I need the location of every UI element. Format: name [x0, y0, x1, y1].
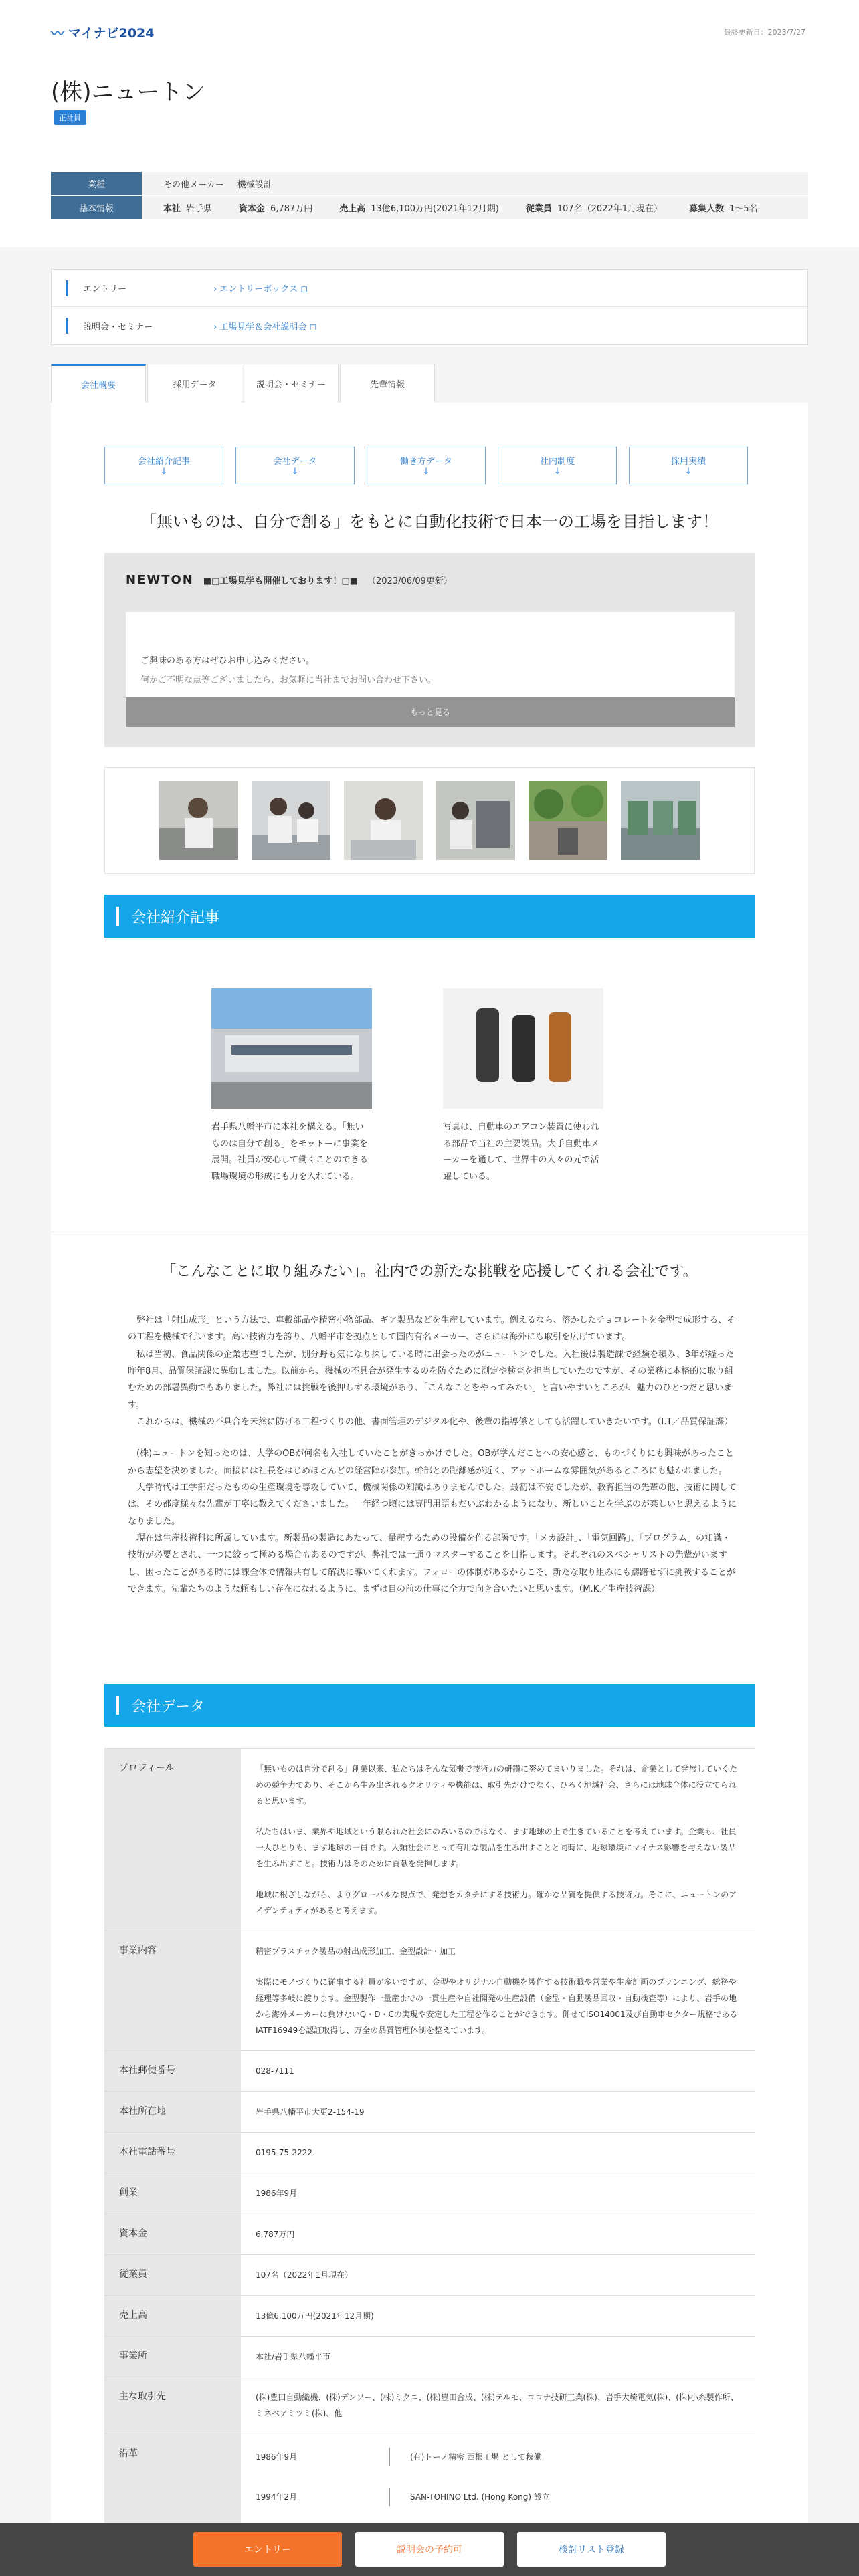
anchor-recruit-results[interactable]: 採用実績 ↓ — [629, 447, 748, 484]
history-item: 1994年2月 SAN-TOHINO Ltd. (Hong Kong) 設立 — [256, 2477, 740, 2517]
entry-links — [51, 269, 808, 345]
section-articles-header: 会社紹介記事 — [104, 895, 755, 938]
industry-values — [142, 172, 272, 195]
article-text: 写真は、自動車のエアコン装置に使われる部品で当社の主要製品。大手自動車メーカーを通して、世界中の人々の元で活躍している。 — [443, 1122, 600, 1182]
arrow-down-icon: ↓ — [422, 467, 430, 477]
data-row-address — [104, 2092, 755, 2133]
news-box — [104, 553, 755, 747]
basic-item: 本社 岩手県 — [163, 204, 213, 214]
body-paragraph: 現在は生産技術科に所属しています。新製品の製造にあたって、量産するための設備を作る部署です。「メカ設計」、「電気回路」、「プログラム」の知識・技術が必要とされ、一つに絞って極める場合もあるのですが、弊社では一通りマスターすることを目指します。それぞれのスペシャリストの先輩がいますし、困ったことがある時には課全体で情報共有して解決に導いてくれます。フォローの体制があるからこそ、新たな取り組みにも躊躇せずに挑戦することができます。先輩たちのような頼もしい存在になれるように、まずは目の前の仕事に全力で向き合いたいと思います。（M.K／生産技術課） — [128, 1533, 736, 1595]
gallery-photo[interactable] — [252, 781, 330, 860]
gallery-photo[interactable] — [436, 781, 515, 860]
gallery-photo[interactable] — [529, 781, 607, 860]
article-image — [443, 988, 603, 1109]
data-row-profile — [104, 1749, 755, 1931]
tab-seminar[interactable]: 説明会・セミナー — [244, 364, 339, 403]
data-head: 事業内容 — [104, 1931, 241, 2050]
basic-info-table — [51, 172, 808, 220]
data-head: 事業所 — [104, 2337, 241, 2377]
photo-gallery — [104, 767, 755, 874]
basic-item: 募集人数 1〜5名 — [689, 204, 758, 214]
anchor-company-data[interactable]: 会社データ ↓ — [235, 447, 355, 484]
data-head: 売上高 — [104, 2296, 241, 2336]
data-body: 「無いものは自分で創る」創業以来、私たちはそんな気概で技術力の研鑽に努めてまいりました。それは、企業として発展していくための競争力であり、そこから生み出されるクオリティや機能は、取引先だけでなく、ひろく地域社会、さらには地球全体に役立てられると思います。 私たちはいま、業界や地域という限られた社会にのみいるのではなく、まず地球の上で生きていることを考えています。企業も、社員一人ひとりも、まず地球の一員です。人類社会にとって有用な製品を生み出すことと同時に、地球環境にマイナス影響を与えない製品を生み出すこと。技術力はそのために貢献を発揮します。 地域に根ざしながら、よりグローバルな視点で、発想をカタチにする技術力。確かな品質を提供する技術力。そこに、ニュートンのアイデンティティがあると考えます。 — [256, 1764, 738, 1915]
body-paragraph: これからは、機械の不具合を未然に防げる工程づくりの他、書面管理のデジタル化や、後輩の指導係としても活躍していきたいです。（I.T／品質保証課） — [136, 1417, 733, 1428]
anchor-nav — [104, 447, 748, 484]
industry-label: 業種 — [51, 172, 142, 195]
body-spacer — [128, 1430, 737, 1445]
industry-row — [51, 172, 808, 196]
data-body: (株)豊田自動織機、(株)デンソー、(株)ミクニ、(株)豊田合成、(株)テルモ、コロナ技研工業(株)、岩手大崎電気(株)、(株)小糸製作所、ミネベアミツミ(株)、他 — [256, 2393, 739, 2418]
data-row-capital — [104, 2214, 755, 2255]
news-header — [126, 573, 452, 587]
arrow-down-icon: ↓ — [684, 467, 692, 477]
data-head: 資本金 — [104, 2214, 241, 2254]
anchor-articles[interactable]: 会社紹介記事 ↓ — [104, 447, 223, 484]
data-body: 6,787万円 — [256, 2230, 295, 2239]
article-image — [211, 988, 372, 1109]
industry-value: その他メーカー — [163, 180, 224, 190]
interview-body — [128, 1312, 737, 1598]
body-paragraph: 大学時代は工学部だったものの生産環境を専攻していて、機械関係の知識はありませんでした。最初は不安でしたが、教育担当の先輩の他、技術に関しては、その都度様々な先輩が丁寧に教えてくださいました。一年経つ頃には専門用語もだいぶわかるようになり、新しいことを学ぶのが楽しいと思えるようになりました。 — [128, 1483, 737, 1527]
data-row-employees — [104, 2255, 755, 2296]
gallery-photo[interactable] — [344, 781, 423, 860]
data-head: 創業 — [104, 2173, 241, 2214]
data-head: 本社所在地 — [104, 2092, 241, 2132]
data-body: 1986年9月 — [256, 2189, 298, 2198]
news-date: （2023/06/09更新） — [367, 576, 452, 586]
gallery-photo[interactable] — [621, 781, 700, 860]
tab-recruit-data[interactable]: 採用データ — [147, 364, 242, 403]
arrow-down-icon: ↓ — [160, 467, 168, 477]
data-head: 主な取引先 — [104, 2377, 241, 2434]
company-name: (株)ニュートン — [51, 79, 205, 106]
interview-headline: 「こんなことに取り組みたい」。社内での新たな挑戦を応援してくれる会社です。 — [161, 1263, 698, 1280]
entry-button[interactable]: エントリー — [193, 2532, 342, 2567]
news-title: ■□工場見学も開催しております！□■ — [203, 576, 358, 586]
entry-row — [52, 270, 807, 307]
article-text: 岩手県八幡平市に本社を構える。「無いものは自分で創る」をモットーに事業を展開。社員が安心して働くことのできる職場環境の形成にも力を入れている。 — [211, 1122, 369, 1182]
arrow-down-icon: ↓ — [291, 467, 299, 477]
last-updated: 最終更新日：2023/7/27 — [723, 28, 805, 37]
data-body: 精密プラスチック製品の射出成形加工、金型設計・加工 実際にモノづくりに従事する社員が多いですが、金型やオリジナル自動機を製作する技術職や営業や生産計画のプランニング、総務や経理等多岐に渡ります。金型製作一量産までの一貫生産や自社開発の生産設備（金型・自動製品回収・自動検査等）により、岩手の地から海外メーカーに負けないQ・D・Cの実現や安定した工程を作ることができます。併せてISO14001及び自動車セクター規格であるIATF16949を認証取得し、万全の品質管理体制を整えています。 — [256, 1947, 738, 2035]
data-head: 本社電話番号 — [104, 2133, 241, 2173]
data-row-clients — [104, 2377, 755, 2434]
data-body: 岩手県八幡平市大更2-154-19 — [256, 2107, 365, 2117]
history-list — [241, 2434, 755, 2529]
news-line: 何かご不明な点等ございましたら、お気軽に当社までお問い合わせ下さい。 — [140, 675, 437, 685]
data-body: 13億6,100万円(2021年12月期) — [256, 2311, 374, 2321]
data-row-postal — [104, 2051, 755, 2092]
data-head: 本社郵便番号 — [104, 2051, 241, 2091]
data-head: 従業員 — [104, 2255, 241, 2295]
data-row-business — [104, 1931, 755, 2051]
anchor-systems[interactable]: 社内制度 ↓ — [498, 447, 617, 484]
arrow-down-icon: ↓ — [553, 467, 561, 477]
data-body: 107名（2022年1月現在） — [256, 2270, 353, 2280]
data-head: プロフィール — [104, 1749, 241, 1931]
body-paragraph: (株)ニュートンを知ったのは、大学のOBが何名も入社していたことがきっかけでした。OBが学んだことへの安心感と、ものづくりにも興味があったことから志望を決めました。面接には社長をはじめほとんどの経営陣が参加。幹部との距離感が近く、アットホームな雰囲気があるところにも魅かれました。 — [128, 1448, 734, 1476]
entry-label: エントリー — [66, 280, 213, 296]
seminar-row — [52, 307, 807, 344]
newton-logo: NEWTON — [126, 573, 194, 587]
data-row-phone — [104, 2133, 755, 2173]
basic-values — [142, 196, 758, 219]
section-company-data-header: 会社データ — [104, 1684, 755, 1727]
body-paragraph: 私は当初、食品関係の企業志望でしたが、別分野も気になり探している時に出会ったのがニュートンでした。入社後は製造課で経験を積み、3年が経った昨年8月、品質保証課に異動しました。以前から、機械の不具合が発生するのを防ぐために測定や検査を担当していたのですが、その業務に本格的に取り組むための部署異動でもありました。弊社には挑戦を後押しする環境があり、「こんなことをやってみたい」と言いやすいところが、魅力のひとつだと思います。 — [128, 1349, 735, 1410]
gallery-photo[interactable] — [159, 781, 238, 860]
tab-senior-info[interactable]: 先輩情報 — [340, 364, 435, 403]
industry-value: 機械設計 — [237, 180, 272, 190]
basic-item: 従業員 107名（2022年1月現在） — [525, 204, 662, 214]
page-tabs — [51, 364, 436, 403]
mynavi-logo[interactable] — [51, 23, 155, 42]
seminar-label: 説明会・セミナー — [66, 318, 213, 334]
seminar-reserve-button[interactable]: 説明会の予約可 — [355, 2532, 504, 2567]
basic-row — [51, 196, 808, 220]
add-to-list-button[interactable]: 検討リスト登録 — [517, 2532, 666, 2567]
company-data-table — [104, 1748, 755, 2530]
news-body — [126, 612, 735, 727]
body-paragraph: 弊社は「射出成形」という方法で、車載部品や精密小物部品、ギア製品などを生産しています。例えるなら、溶かしたチョコレートを金型で成形する、その工程を機械で行います。高い技術力を誇り、八幡平市を拠点として国内有名メーカー、さらには海外にも取引を広げています。 — [128, 1315, 736, 1343]
article-card — [443, 988, 603, 1186]
tab-company-overview[interactable]: 会社概要 — [51, 364, 146, 403]
article-card — [211, 988, 372, 1186]
data-row-offices — [104, 2337, 755, 2377]
data-row-history — [104, 2434, 755, 2530]
data-row-sales — [104, 2296, 755, 2337]
entry-box-link[interactable]: › エントリーボックス ◻ — [213, 284, 308, 294]
basic-item: 資本金 6,787万円 — [239, 204, 313, 214]
basic-item: 売上高 13億6,100万円(2021年12月期) — [339, 204, 499, 214]
data-row-founded — [104, 2173, 755, 2214]
page-header — [0, 0, 859, 247]
employment-badge: 正社員 — [54, 110, 86, 125]
history-item: 1986年9月 (有)トーノ精密 西根工場 として稼働 — [256, 2437, 740, 2477]
news-more-button[interactable]: もっと見る — [126, 697, 735, 727]
logo-text: マイナビ2024 — [68, 26, 155, 41]
anchor-work-data[interactable]: 働き方データ ↓ — [367, 447, 486, 484]
data-body: 本社/岩手県八幡平市 — [256, 2352, 331, 2361]
data-body: 028-7111 — [256, 2066, 294, 2076]
sticky-action-bar — [0, 2523, 859, 2576]
seminar-link[interactable]: › 工場見学＆会社説明会 ◻ — [213, 322, 317, 332]
mynavi-mark-icon: 〰 — [51, 25, 64, 41]
data-head: 沿革 — [104, 2434, 241, 2529]
catchphrase: 「無いものは、自分で創る」をもとに自動化技術で日本一の工場を目指します！ — [140, 512, 719, 531]
data-body: 0195-75-2222 — [256, 2148, 313, 2157]
basic-label: 基本情報 — [51, 196, 142, 219]
news-line: ご興味のある方はぜひお申し込みください。 — [140, 656, 315, 666]
